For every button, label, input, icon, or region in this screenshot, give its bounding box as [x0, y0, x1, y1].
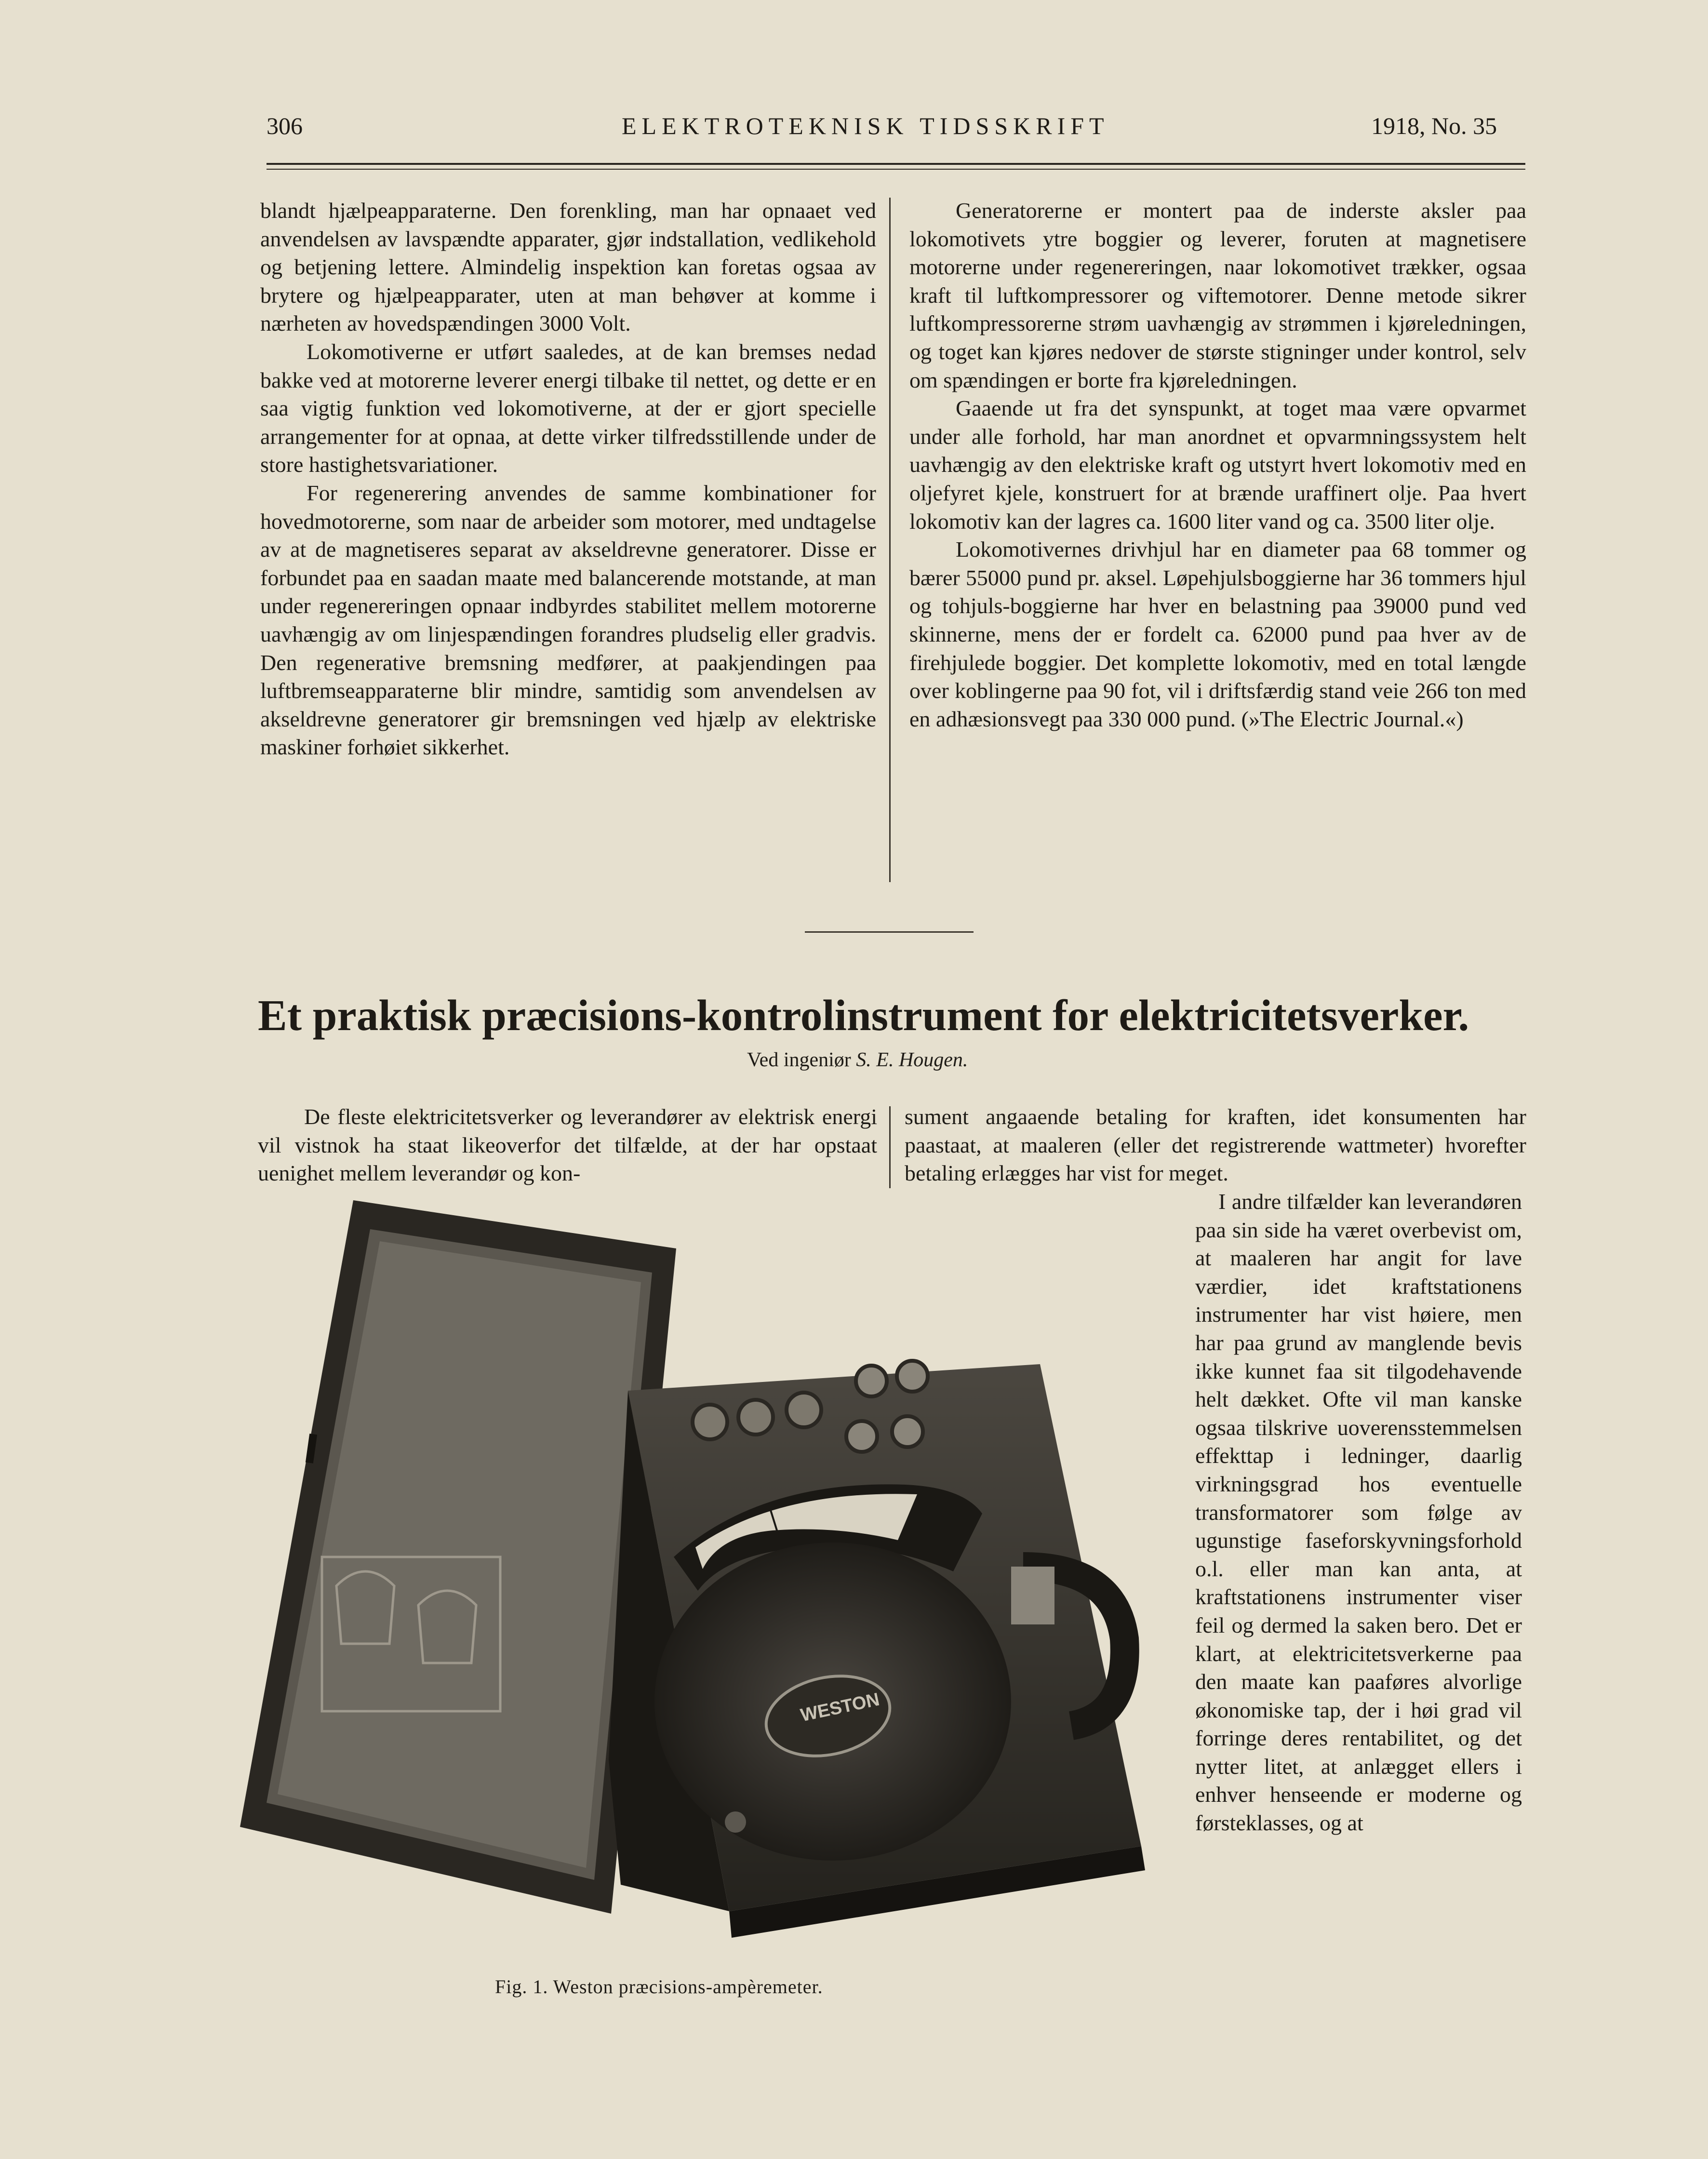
paragraph: Lokomotiverne er utført saaledes, at de kan bremses nedad bakke ved at motorerne leverer energi tilbake til nettet, og dette er en saa vigtig funktion ved lokomotiverne, at der er gjort specielle arrangementer for at opnaa, at dette virker tilfredsstillende under de store hastighetsvariationer.	[260, 339, 876, 477]
upper-left-column	[260, 197, 876, 762]
section-separator	[805, 931, 974, 933]
byline-prefix: Ved ingeniør	[747, 1049, 851, 1071]
author-name: S. E. Hougen.	[856, 1049, 968, 1071]
header-rule-bottom	[267, 169, 1525, 170]
upper-right-column	[909, 197, 1526, 733]
page-number: 306	[267, 112, 303, 139]
brand-label: WESTON	[799, 1689, 881, 1726]
intro-right-column	[905, 1103, 1526, 1188]
figure-weston-ammeter	[226, 1191, 1173, 1952]
figure-caption: Fig. 1. Weston præcisions-ampèremeter.	[495, 1976, 823, 1998]
intro-left-column	[258, 1103, 877, 1188]
side-column	[1195, 1188, 1522, 1837]
running-title: ELEKTROTEKNISK TIDSSKRIFT	[622, 112, 1109, 139]
column-divider	[889, 1106, 891, 1188]
byline	[747, 1048, 968, 1072]
paragraph: Gaaende ut fra det synspunkt, at toget maa være opvarmet under alle forhold, har man anordnet et opvarmningssystem helt uavhængig av den elektriske kraft og utstyrt hvert lokomotiv med en oljefyret kjele, konstruert for at brænde uraffinert olje. Paa hvert lokomotiv kan der lagres ca. 1600 liter vand og ca. 3500 liter olje.	[909, 396, 1526, 534]
paragraph: I andre tilfælder kan leverandøren paa sin side ha været overbevist om, at maaleren har angit for lave værdier, idet kraftstationens instrumenter har vist høiere, men har paa grund av manglende bevis ikke kunnet faa sit tilgodehavende helt dækket. Ofte vil man kanske ogsaa tilskrive uoverensstemmelsen effekttap i ledninger, daarlig virkningsgrad hos eventuelle transformatorer som følge av ugunstige faseforskyvningsforhold o.l. eller man kan anta, at kraftstationens instrumenter viser feil og dermed la saken bero. Det er klart, at elektricitetsverkerne paa den maate kan paaføres alvorlige økonomiske tap, der i høi grad vil forringe deres rentabilitet, og det nytter litet, at anlægget ellers i enhver henseende er moderne og førsteklasses, og at	[1195, 1189, 1522, 1836]
header-rule-top	[267, 163, 1525, 165]
paragraph: De fleste elektricitetsverker og leverandører av elektrisk energi vil vistnok ha staat likeoverfor det tilfælde, at der har opstaat uenighet mellem leverandør og kon-	[258, 1104, 877, 1186]
screw	[725, 1811, 746, 1833]
paragraph: For regenerering anvendes de samme kombinationer for hovedmotorerne, som naar de arbeider som motorer, med undtagelse av at de magnetiseres separat av akseldrevne generatorer. Disse er forbundet paa en saadan maate med balancerende motstande, at man under regenereringen opnaar indbyrdes stabilitet mellem motorerne uavhængig av om linjespændingen forandres pludselig eller gradvis. Den regenerative bremsning medfører, at paakjendingen paa luftbremseapparaterne blir mindre, samtidig som anvendelsen av akseldrevne generatorer gir bremsningen ved hjælp av elektriske maskiner forhøiet sikkerhet.	[260, 480, 876, 760]
paragraph: blandt hjælpeapparaterne. Den forenkling, man har opnaaet ved anvendelsen av lavspændte apparater, gjør indstallation, vedlikehold og betjening lettere. Almindelig inspektion kan foretas ogsaa av brytere og hjælpeapparater, uten at man behøver at komme i nærheten av hovedspændingen 3000 Volt.	[260, 198, 876, 336]
paragraph: Lokomotivernes drivhjul har en diameter paa 68 tommer og bærer 55000 pund pr. aksel. Løpehjulsboggierne har 36 tommers hjul og tohjuls-boggierne har hver en belastning paa 39000 pund ved skinnerne, mens der er fordelt ca. 62000 pund paa hver av de firehjulede boggier. Det komplette lokomotiv, med en total længde over koblingerne paa 90 fot, vil i driftsfærdig stand veie 266 ton med en adhæsionsvegt paa 330 000 pund. (»The Electric Journal.«)	[909, 537, 1526, 731]
issue-info: 1918, No. 35	[1371, 112, 1497, 139]
handle-bracket	[1011, 1567, 1054, 1624]
paragraph: Generatorerne er montert paa de inderste aksler paa lokomotivets ytre boggier og leverer, foruten at magnetisere motorerne under regenereringen, naar lokomotivet trækker, ogsaa kraft til luftkompressorer og viftemotorer. Denne metode sikrer luftkompressorerne strøm uavhængig av strømmen i kjøreledningen, og toget kan kjøres nedover de største stigninger under kontrol, selv om spændingen er borte fra kjøreledningen.	[909, 198, 1526, 392]
paragraph: sument angaaende betaling for kraften, idet konsumenten har paastaat, at maaleren (eller det registrerende wattmeter) hvorefter betaling erlægges har vist for meget.	[905, 1104, 1526, 1186]
column-divider	[889, 198, 891, 882]
article-title: Et praktisk præcisions-kontrolinstrument for elektricitetsverker.	[258, 991, 1469, 1040]
